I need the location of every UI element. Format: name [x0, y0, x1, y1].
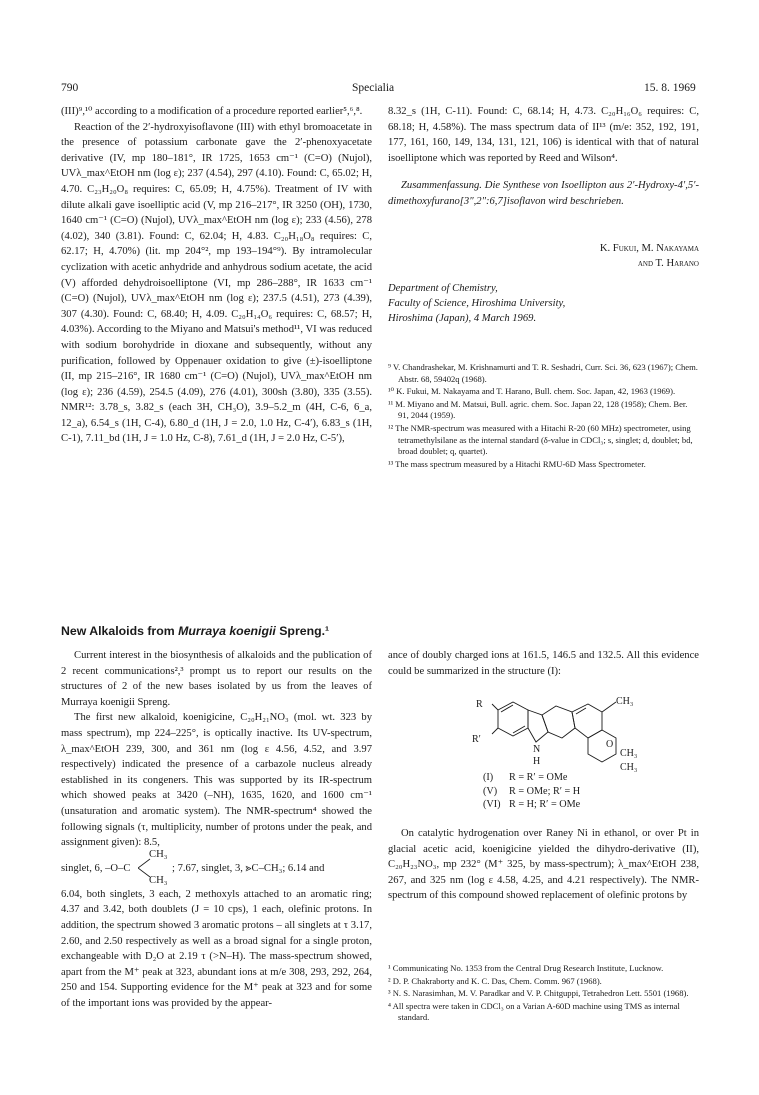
footnote: ¹⁰ K. Fukui, M. Nakayama and T. Harano, Bull. chem. Soc. Japan, 42, 1963 (1969).: [388, 386, 676, 397]
isopropylidene-formula: [61, 848, 372, 886]
footnote: ¹ Communicating No. 1353 from the Central Drug Research Institute, Lucknow.: [388, 963, 664, 973]
footnotes-top: [388, 362, 699, 471]
affiliation-line: Hiroshima (Japan), 4 March 1969.: [388, 313, 537, 324]
article2-left-column: [61, 648, 372, 1011]
paragraph: On catalytic hydrogenation over Raney Ni in ethanol, or over Pt in glacial acetic acid, koenigicine yielded the dihydro-derivative (II), C₂₀H₂₃NO₃, mp 232° (M⁺ 325, by mass-spectrum); λ_max^EtOH 238, 267, and 325 nm (log ε 4.58, 4.25, and 4.21 respectively). The NMR-spectrum of this compound showed replacement of olefinic protons by: [388, 828, 699, 902]
title-species: Murraya koenigii: [178, 624, 276, 638]
authors-line: K. Fukui, M. Nakayama: [599, 243, 699, 254]
legend-label: (VI): [483, 799, 501, 810]
paragraph: ance of doubly charged ions at 161.5, 146.5 and 132.5. All this evidence could be summarized in the structure (I):: [388, 650, 699, 677]
article2-right-column: [388, 648, 699, 679]
article-title: [61, 624, 329, 638]
ch3-a-label: CH₃: [620, 748, 638, 759]
footnote: ¹³ The mass spectrum measured by a Hitachi RMU-6D Mass Spectrometer.: [388, 458, 646, 469]
footnote: ⁴ All spectra were taken in CDCl₃ on a Varian A-60D machine using TMS as internal standard.: [388, 1000, 680, 1023]
footnote: ¹² The NMR-spectrum was measured with a Hitachi R-20 (60 MHz) spectrometer, using tetramethylsilane as the internal standard (δ-value in CDCl₃; s, singlet; d, doublet; bd, broad doublet; q, quartet).: [388, 422, 693, 457]
r-label: R: [476, 699, 483, 710]
formula-text: ; 7.67, singlet, 3, ⪢C–CH₃; 6.14 and: [172, 862, 325, 874]
ch3-b-label: CH₃: [620, 762, 638, 773]
footnote: ³ N. S. Narasimhan, M. V. Paradkar and V. P. Chitguppi, Tetrahedron Lett. 5501 (1968).: [388, 988, 689, 999]
page-number: 790: [61, 82, 79, 94]
legend-text: R = OMe; R′ = H: [509, 785, 581, 797]
carbazole-structure: [470, 692, 670, 774]
paragraph: Current interest in the biosynthesis of alkaloids and the publication of 2 recent communications²,³ prompt us to report our results on the structures of 2 of the new bases isolated by us from the leaves of Murraya koenigii Spreng.: [61, 650, 372, 708]
article2-right-continued: [388, 826, 699, 904]
paragraph: 8.32_s (1H, C-11). Found: C, 68.14; H, 4.73. C₂₀H₁₆O₆ requires: C, 68.18; H, 4.58%). The mass spectrum data of II¹³ (m/e: 352, 192, 191, 177, 161, 160, 149, 134, 131, 121, 106) is identical with that of natural isoelliptone which was reported by Reed and Wilson⁴.: [388, 106, 699, 164]
affiliation: [388, 281, 699, 326]
footnote: ² D. P. Chakraborty and K. C. Das, Chem. Comm. 967 (1968).: [388, 975, 602, 986]
ch3-label: CH₃: [149, 874, 168, 886]
o-label: O: [606, 739, 614, 750]
affiliation-line: Faculty of Science, Hiroshima University,: [388, 298, 566, 309]
ch3-top-label: CH₃: [616, 696, 634, 707]
paragraph: (III)⁹,¹⁰ according to a modification of a procedure reported earlier⁵,⁶,⁸.: [61, 106, 363, 117]
legend-text: R = H; R′ = OMe: [509, 799, 581, 810]
legend-row: [483, 798, 580, 812]
footnotes-bottom: [388, 963, 699, 1025]
formula-text: singlet, 6, –O–C: [61, 862, 131, 874]
legend-label: (I): [483, 772, 494, 783]
paragraph: Reaction of the 2′-hydroxyisoflavone (III) with ethyl bromoacetate in the presence of potassium carbonate gave the 2′-phenoxyacetate derivative (IV, mp 180–181°, IR 1725, 1653 cm⁻¹ (C=O) (Nujol), UVλ_max^EtOH nm (log ε); 237 (4.54), 297 (4.10). Found: C, 65.02; H, 4.70. C₂₃H₂₀O₈ requires: C, 65.09; H, 4.75%). Treatment of IV with dilute alkali gave isoelliptic acid (V, mp 216–217°, IR 3250 (OH), 1730, 1640 cm⁻¹ (C=O) (Nujol), UVλ_max^EtOH nm (log ε); 233 (4.56), 278 (4.02), 340 (3.81). Found: C, 62.04; H, 4.83. C₂₀H₁₈O₈ requires: C, 62.17; H, 4.70%) (lit. mp 204°², mp 193–194°⁹). By intramolecular cyclization with acetic anhydride and anhydrous sodium acetate, the acid (V) afforded dehydroisoelliptone (VI, mp 286–288°, IR 1633 cm⁻¹ (C=O) (Nujol), UVλ_max^EtOH nm (log ε); 237.5 (4.51), 273 (4.39), 307 (4.30). Found: C, 68.40; H, 4.09. C₂₀H₁₄O₆ requires: C, 68.57; H, 4.03%). According to the Miyano and Matsui's method¹¹, VI was reduced with sodium borohydride in dioxane and subsequently, without any purification, followed by Oppenauer oxidation to give (±)-isoelliptone (II, mp 215–216°, IR 1680 cm⁻¹ (C=O) (Nujol), UVλ_max^EtOH nm (log ε); 236 (4.59), 254.5 (4.09), 276 (4.01), 300sh (3.80), 335 (3.55). NMR¹²: 3.78_s, 3.82_s (each 3H, CH₃O), 3.9–5.2_m (4H, C-6, 6_a, 12_a), 6.54_s (1H, C-4), 6.80_d (1H, J = 2.0, 1.0 Hz, C-4′), 6.83_s (1H, C-1), 7.11_bd (1H, J = 1.0 Hz, C-8), 7.61_d (1H, J = 2.0 Hz, C-5′),: [61, 121, 372, 445]
author-signature: [388, 241, 699, 271]
title-prefix: New Alkaloids from: [61, 624, 179, 638]
journal-section: Specialia: [352, 82, 395, 94]
top-right-column: [388, 104, 699, 210]
affiliation-line: Department of Chemistry,: [388, 283, 498, 294]
structure-legend: [483, 771, 580, 812]
paragraph: 6.04, both singlets, 3 each, 2 methoxyls attached to an aromatic ring; 4.37 and 3.42, both doublets (J = 10 cps), 1 each, olefinic protons. In addition, the spectrum showed 3 aromatic protons – all singlets at τ 3.17, 2.60, and 2.50 respectively as well as a broad signal for a single proton, exchangeable with D₂O at 2.19 τ (>N–H). The mass-spectrum showed, apart from the M⁺ peak at 323, abundant ions at m/e 308, 293, 292, 264, 250 and 154. Supporting evidence for the M⁺ peak at 323 and for some of the important ions was provided by the appear-: [61, 888, 372, 1009]
authors-line: and T. Harano: [637, 258, 699, 269]
footnote: ¹¹ M. Miyano and M. Matsui, Bull. agric. chem. Soc. Japan 22, 128 (1958); Chem. Ber. 91, 2044 (1959).: [388, 398, 688, 421]
legend-text: R = R′ = OMe: [509, 772, 568, 783]
issue-date: 15. 8. 1969: [644, 82, 696, 94]
top-left-column: [61, 104, 372, 447]
n-label: N: [533, 744, 541, 755]
ch3-label: CH₃: [149, 848, 168, 860]
legend-row: [483, 785, 580, 799]
r-prime-label: R′: [472, 734, 481, 745]
zusammenfassung: Zusammenfassung. Die Synthese von Isoellipton aus 2′-Hydroxy-4′,5′-dimethoxyfurano[3″,2″:6,7]isoflavon wird beschrieben.: [388, 180, 699, 207]
legend-row: [483, 771, 580, 785]
h-label: H: [533, 756, 541, 767]
footnote: ⁹ V. Chandrashekar, M. Krishnamurti and T. R. Seshadri, Curr. Sci. 36, 623 (1967); Chem. Abstr. 68, 59402q (1968).: [388, 362, 698, 384]
legend-label: (V): [483, 785, 498, 797]
paragraph: The first new alkaloid, koenigicine, C₂₀H₂₁NO₃ (mol. wt. 323 by mass spectrum), mp 224–225°, is optically inactive. Its UV-spectrum, λ_max^EtOH 239, 300, and 361 nm (log ε 4.56, 4.52, and 3.97 respectively) indicated the presence of a carbazole nucleus already established in its congeners. This was supported by its IR-spectrum which showed peaks at 3420 (–NH), 1635, 1620, and 1600 cm⁻¹ (unsaturation and aromatic system). The NMR-spectrum⁴ showed the following signals (τ, multiplicity, number of protons under the peak, and assignment given): 8.5,: [61, 712, 372, 849]
title-suffix: Spreng.¹: [275, 624, 330, 638]
